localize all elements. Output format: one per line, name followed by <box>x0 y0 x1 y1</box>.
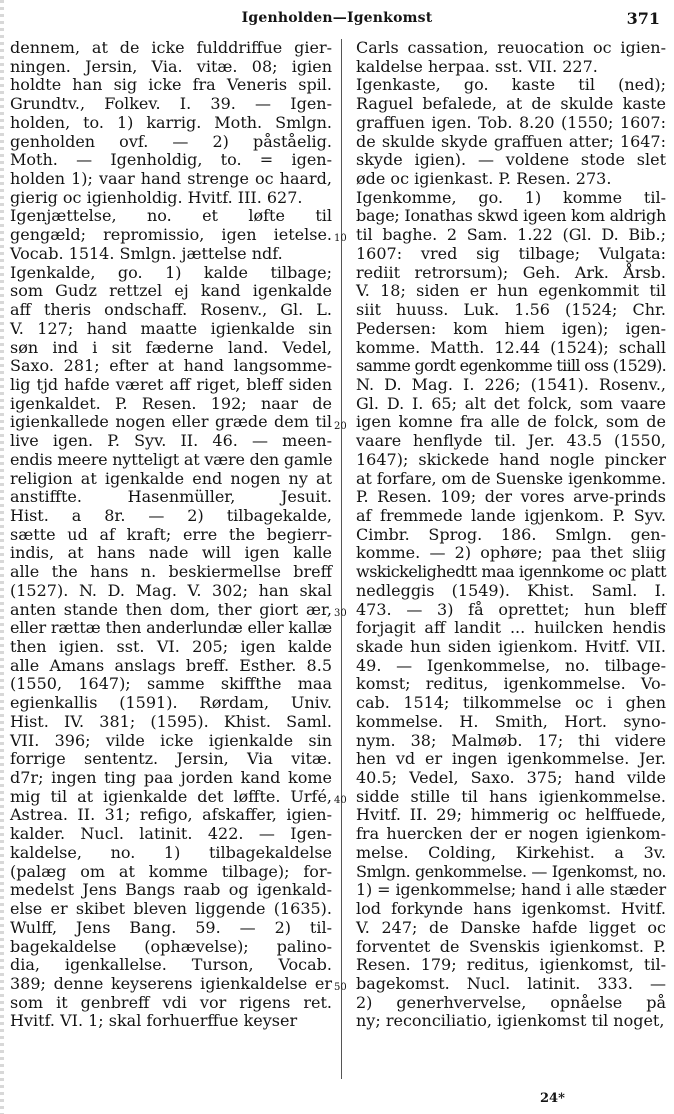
text-line: Igenkaste, go. kaste til (ned); <box>356 75 666 95</box>
text-line: V. 18; siden er hun egenkommit til <box>356 281 666 301</box>
text-line: forventet de Svenskis igienkomst. P. <box>356 936 666 956</box>
text-line: holdte han sig icke fra Veneris spil. <box>10 75 332 95</box>
text-line: 389; denne keyserens igienkaldelse er <box>10 973 332 993</box>
text-line: kaldelse, no. 1) tilbagekaldelse <box>10 842 332 862</box>
text-line: de skulde skyde graffuen atter; 1647: <box>356 131 666 151</box>
text-line: egienkallis (1591). Rørdam, Univ. <box>10 693 332 713</box>
text-line: melse. Colding, Kirkehist. a 3v. <box>356 842 666 862</box>
text-line: (1550, 1647); samme skiffthe maa <box>10 674 332 694</box>
text-line: forjagit aff landit ... huilcken hendis <box>356 618 666 638</box>
column-rule <box>341 39 342 1079</box>
text-line: dennem, at de icke fulddriffue gier- <box>10 38 332 57</box>
text-line: igienkallede nogen eller græde dem til <box>10 412 332 432</box>
text-line: medelst Jens Bangs raab og igenkald- <box>10 880 332 900</box>
text-line: samme gordt egenkomme tiill oss (1529). <box>356 356 667 376</box>
text-line: Hvitf. II. 29; himmerig oc helffuede, <box>356 805 666 825</box>
text-line: Carls cassation, reuocation oc igien- <box>356 38 666 57</box>
text-line: 473. — 3) få oprettet; hun bleff <box>356 599 666 619</box>
text-line: Pedersen: kom hiem igen); igen- <box>356 318 666 338</box>
line-number: 40 <box>334 795 347 806</box>
text-line: 49. — Igenkommelse, no. tilbage- <box>356 655 666 675</box>
text-line: d7r; ingen ting paa jorden kand kome <box>10 768 332 788</box>
text-line: sidde stille til hans igienkommelse. <box>356 786 666 806</box>
text-line: Saxo. 281; efter at hand langsomme- <box>10 356 332 376</box>
text-line: komme. Matth. 12.44 (1524); schall <box>356 337 666 357</box>
text-line: komst; reditus, igenkommelse. Vo- <box>356 674 666 694</box>
text-line: igen komne fra alle de folck, som de <box>356 412 666 432</box>
text-line: igenkaldet. P. Resen. 192; naar de <box>10 393 332 413</box>
text-line: øde oc igienkast. P. Resen. 273. <box>356 169 612 189</box>
line-number: 50 <box>334 982 347 993</box>
text-line: else er skibet bleven liggende (1635). <box>10 899 332 919</box>
text-line: Smlgn. genkommelse. — Igenkomst, no. <box>356 861 666 881</box>
text-line: N. D. Mag. I. 226; (1541). Rosenv., <box>356 374 666 394</box>
text-line: alle Amans anslags breff. Esther. 8.5 <box>10 655 332 675</box>
text-line: mig til at igienkalde det løffte. Urfé, <box>10 786 332 806</box>
text-line: 2) generhvervelse, opnåelse på <box>356 992 666 1012</box>
text-line: Astrea. II. 31; refigo, afskaffer, igien- <box>10 805 332 825</box>
text-line: Igenkomme, go. 1) komme til- <box>356 187 666 207</box>
text-line: kalder. Nucl. latinit. 422. — Igen- <box>10 824 332 844</box>
text-line: vaare henflyde til. Jer. 43.5 (1550, <box>356 431 666 451</box>
text-line: forrige sententz. Jersin, Via vitæ. <box>10 749 332 769</box>
text-line: bagekomst. Nucl. latinit. 333. — <box>356 973 666 993</box>
text-line: anten stande then dom, ther giort ær, <box>10 599 332 619</box>
text-line: rediit retrorsum); Geh. Ark. Årsb. <box>356 262 666 282</box>
text-line: dia, igenkallelse. Turson, Vocab. <box>10 955 332 975</box>
text-line: 1607: vred sig tilbage; Vulgata: <box>356 243 666 263</box>
text-line: religion at igenkalde end nogen ny at <box>10 468 332 488</box>
text-line: til baghe. 2 Sam. 1.22 (Gl. D. Bib.; <box>356 225 666 245</box>
text-line: genholden ovf. — 2) påståelig. <box>10 131 332 151</box>
text-line: 1) = igenkommelse; hand i alle stæder <box>356 880 666 900</box>
text-line: 40.5; Vedel, Saxo. 375; hand vilde <box>356 768 666 788</box>
text-line: cab. 1514; tilkommelse oc i ghen <box>356 693 666 713</box>
text-line: 1647); skickede hand nogle pincker <box>356 449 666 469</box>
text-line: gierig oc igienholdig. Hvitf. III. 627. <box>10 187 303 207</box>
text-line: som it genbreff vdi vor rigens ret. <box>10 992 332 1012</box>
text-line: V. 127; hand maatte igienkalde sin <box>10 318 332 338</box>
text-line: P. Resen. 109; der vores arve-prinds <box>356 487 666 507</box>
text-line: Vocab. 1514. Smlgn. jættelse ndf. <box>10 243 283 263</box>
text-line: Igenjættelse, no. et løfte til <box>10 206 332 226</box>
text-line: Igenkalde, go. 1) kalde tilbage; <box>10 262 332 282</box>
text-line: Gl. D. I. 65; alt det folck, som vaare <box>356 393 666 413</box>
text-line: som Gudz rettzel ej kand igenkalde <box>10 281 332 301</box>
text-line: graffuen igen. Tob. 8.20 (1550; 1607: <box>356 112 666 132</box>
text-line: Hist. a 8r. — 2) tilbagekalde, <box>10 505 332 525</box>
text-line: (palæg om at komme tilbage); for- <box>10 861 332 881</box>
signature-mark: 24* <box>540 1091 565 1106</box>
text-line: then igien. sst. VI. 205; igen kalde <box>10 637 332 656</box>
text-line: sætte ud af kraft; erre the begierr- <box>10 524 332 544</box>
text-line: ny; reconciliatio, igienkomst til noget, <box>356 1011 665 1031</box>
text-line: ningen. Jersin, Via. vitæ. 08; igien <box>10 56 332 76</box>
text-line: nym. 38; Malmøb. 17; thi videre <box>356 730 666 750</box>
text-line: Resen. 179; reditus, igienkomst, til- <box>356 955 666 975</box>
right-column <box>356 39 666 1031</box>
text-line: live igen. P. Syv. II. 46. — meen- <box>10 431 332 451</box>
line-number: 30 <box>334 608 347 619</box>
text-line: anstiffte. Hasenmüller, Jesuit. <box>10 487 332 507</box>
text-line: alle the hans n. beskiermellse breff <box>10 562 332 582</box>
text-line: eller rættæ then anderlundæ eller kallæ <box>10 618 332 638</box>
text-line: kommelse. H. Smith, Hort. syno- <box>356 711 666 731</box>
text-line: kaldelse herpaa. sst. VII. 227. <box>356 56 598 76</box>
text-line: Wulff, Jens Bang. 59. — 2) til- <box>10 917 332 937</box>
text-line: wskickelighedtt maa igennkome oc platt <box>356 562 666 582</box>
text-line: Hvitf. VI. 1; skal forhuerffue keyser <box>10 1011 298 1031</box>
text-line: skyde igien). — voldene stode slet <box>356 150 666 170</box>
text-line: Grundtv., Folkev. I. 39. — Igen- <box>10 94 332 114</box>
text-line: (1527). N. D. Mag. V. 302; han skal <box>10 580 332 600</box>
text-line: nedleggis (1549). Khist. Saml. I. <box>356 580 666 600</box>
text-line: lig tjd hafde været aff riget, bleff siden <box>10 374 332 394</box>
text-line: indis, at hans nade will igen kalle <box>10 543 332 563</box>
text-line: holden 1); vaar hand strenge oc haard, <box>10 169 332 189</box>
text-line: V. 247; de Danske hafde ligget oc <box>356 917 666 937</box>
text-line: fra huercken der er nogen igienkom- <box>356 824 666 844</box>
text-line: bagekaldelse (ophævelse); palino- <box>10 936 332 956</box>
text-line: holden, to. 1) karrig. Moth. Smlgn. <box>10 112 332 132</box>
text-line: Raguel befalede, at de skulde kaste <box>356 94 666 114</box>
text-line: endis meere nytteligt at være den gamle <box>10 449 333 469</box>
scan-edge <box>0 0 4 1114</box>
text-line: at forfare, om de Suenske igenkomme. <box>356 468 666 488</box>
page-number: 371 <box>626 9 660 28</box>
text-line: Cimbr. Sprog. 186. Smlgn. gen- <box>356 524 666 544</box>
text-line: Hist. IV. 381; (1595). Khist. Saml. <box>10 711 332 731</box>
text-line: gengæld; repromissio, igen ietelse. <box>10 225 332 245</box>
text-line: aff theris ondschaff. Rosenv., Gl. L. <box>10 300 332 320</box>
text-line: siit huuss. Luk. 1.56 (1524; Chr. <box>356 300 666 320</box>
text-line: søn ind i sit fæderne land. Vedel, <box>10 337 332 357</box>
text-line: komme. — 2) ophøre; paa thet sliig <box>356 543 666 563</box>
line-number: 10 <box>334 233 347 244</box>
text-line: skade hun siden igienkom. Hvitf. VII. <box>356 637 666 656</box>
line-number: 20 <box>334 421 347 432</box>
text-line: hen vd er ingen igenkommelse. Jer. <box>356 749 666 769</box>
text-line: bage; Ionathas skwd igeen kom aldrigh <box>356 206 666 226</box>
text-line: VII. 396; vilde icke igienkalde sin <box>10 730 332 750</box>
running-head: Igenholden—Igenkomst <box>241 10 433 26</box>
text-line: af fremmede lande igjenkom. P. Syv. <box>356 505 666 525</box>
text-line: lod forkynde hans igenkomst. Hvitf. <box>356 899 666 919</box>
left-column <box>10 39 332 1031</box>
text-line: Moth. — Igenholdig, to. = igen- <box>10 150 332 170</box>
